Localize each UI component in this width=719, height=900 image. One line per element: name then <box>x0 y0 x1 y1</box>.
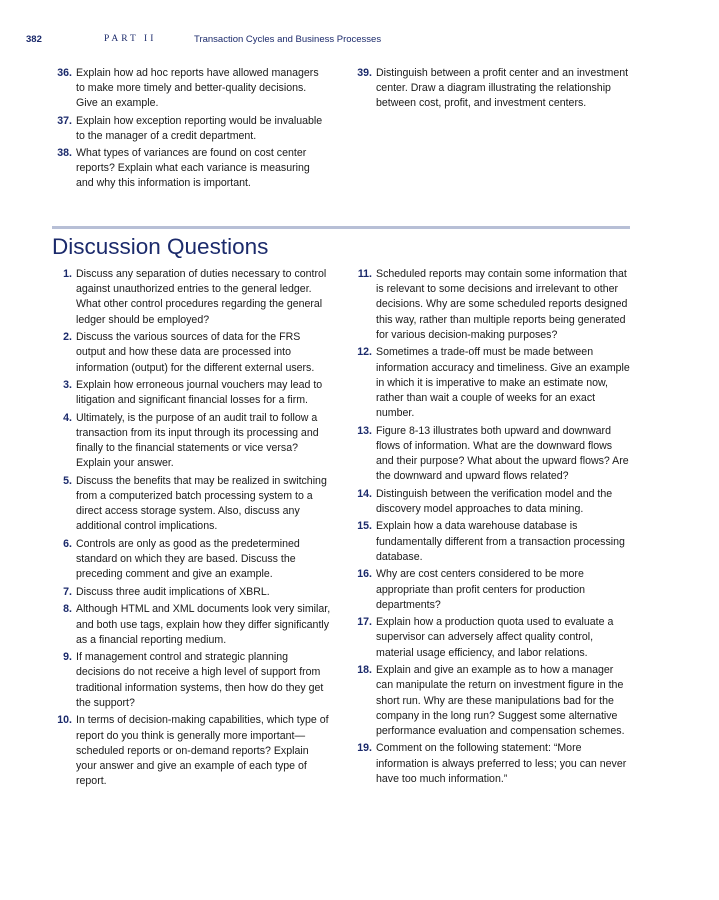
list-item <box>50 330 332 376</box>
question-text: Figure 8-13 illustrates both upward and downward flows of information. What are the downward flows and their purpose? What about the upward flows? Are the downward and upward flows related? <box>376 424 629 483</box>
list-item <box>50 146 326 192</box>
list-item <box>50 602 332 648</box>
question-number: 15. <box>357 520 372 533</box>
list-item <box>350 267 632 343</box>
list-item <box>350 615 632 661</box>
question-number: 17. <box>357 616 372 629</box>
question-number: 7. <box>63 585 72 598</box>
question-text: Comment on the following statement: “More information is always preferred to less; you can never have too much information.” <box>376 742 627 785</box>
question-text: Explain how erroneous journal vouchers may lead to litigation and significant financial losses for a firm. <box>76 379 323 407</box>
page-number: 382 <box>26 34 42 45</box>
section-heading: Discussion Questions <box>52 234 269 259</box>
question-text: What types of variances are found on cost center reports? Explain what each variance is measuring and why this information is important. <box>76 147 310 190</box>
question-text: In terms of decision-making capabilities, which type of report do you think is generally more important—scheduled reports or on-demand reports? Explain your answer and give an example of each type of report. <box>76 714 329 788</box>
question-text: Discuss the various sources of data for the FRS output and how these data are processed into information (output) for the different external users. <box>76 331 315 374</box>
list-item <box>50 114 326 144</box>
question-number: 10. <box>57 714 72 727</box>
list-item <box>50 537 332 583</box>
list-item <box>50 585 332 600</box>
list-item <box>350 663 632 739</box>
question-text: Discuss the benefits that may be realized in switching from a computerized batch processing system to a direct access storage system. Also, discuss any additional control implications. <box>76 474 327 533</box>
question-number: 11. <box>357 268 372 280</box>
list-item <box>50 411 332 472</box>
list-item <box>50 650 332 711</box>
list-item <box>350 519 632 565</box>
list-item <box>50 267 332 328</box>
question-number: 16. <box>357 568 372 581</box>
section-divider <box>52 226 630 229</box>
question-number: 36. <box>57 67 72 79</box>
list-item <box>350 741 632 787</box>
question-text: Sometimes a trade-off must be made between information accuracy and timeliness. Give an example in which it is imperative to make an estimate now, rather than wait a couple of weeks for an exact number. <box>376 346 630 420</box>
list-item <box>50 474 332 535</box>
question-text: Explain how ad hoc reports have allowed managers to make more timely and better-quality decisions. Give an example. <box>76 67 319 110</box>
question-text: Explain how exception reporting would be invaluable to the manager of a credit department. <box>76 114 323 142</box>
question-number: 1. <box>63 268 72 280</box>
question-text: Explain how a data warehouse database is fundamentally different from a transaction processing database. <box>376 520 625 563</box>
question-number: 3. <box>63 379 72 392</box>
question-text: Explain and give an example as to how a manager can manipulate the return on investment figure in the short run. Why are these manipulations bad for the company in the long run? Suggest some alternative performance evaluation and compensation schemes. <box>376 664 625 737</box>
question-text: Although HTML and XML documents look very similar, and both use tags, explain how they differ significantly as a financial reporting medium. <box>76 603 331 646</box>
question-text: Explain how a production quota used to evaluate a supervisor can adversely affect quality control, material usage efficiency, and labor relations. <box>376 616 614 659</box>
question-text: Controls are only as good as the predetermined standard on which they are based. Discuss the preceding comment and give an example. <box>76 537 300 581</box>
list-item <box>50 66 326 112</box>
question-text: Ultimately, is the purpose of an audit trail to follow a transaction from its input through its processing and finally to the financial statements or vice versa? Explain your answer. <box>76 411 319 470</box>
question-number: 37. <box>57 114 72 127</box>
question-number: 9. <box>63 651 72 664</box>
question-text: Discuss three audit implications of XBRL. <box>76 585 270 598</box>
question-number: 38. <box>57 147 72 160</box>
list-item <box>350 66 632 112</box>
review-questions-left <box>50 66 326 194</box>
list-item <box>50 713 332 789</box>
question-text: Distinguish between a profit center and an investment center. Draw a diagram illustrating the relationship between cost, profit, and investment centers. <box>376 67 629 110</box>
running-header <box>26 34 666 50</box>
list-item <box>350 567 632 613</box>
part-label: PART II <box>104 34 157 44</box>
question-number: 5. <box>63 474 72 487</box>
question-number: 8. <box>63 603 72 616</box>
question-text: Scheduled reports may contain some information that is relevant to some decisions and irrelevant to other decisions. Why are some scheduled reports designed this way, rather than multiple reports being generated for various decision-making purposes? <box>376 268 628 341</box>
list-item <box>50 378 332 408</box>
question-number: 13. <box>357 424 372 437</box>
question-text: Discuss any separation of duties necessary to control against unauthorized entries to the general ledger. What other control procedures regarding the general ledger should be employed? <box>76 268 327 326</box>
question-number: 14. <box>357 487 372 500</box>
question-number: 2. <box>63 331 72 344</box>
list-item <box>350 345 632 421</box>
question-number: 39. <box>357 67 372 79</box>
chapter-title: Transaction Cycles and Business Processes <box>194 34 382 45</box>
question-text: Why are cost centers considered to be more appropriate than profit centers for production departments? <box>376 568 586 611</box>
question-number: 18. <box>357 664 372 677</box>
list-item <box>350 424 632 485</box>
review-questions-right <box>350 66 632 112</box>
discussion-questions-left <box>50 267 332 792</box>
question-number: 6. <box>63 537 72 550</box>
question-number: 12. <box>357 346 372 359</box>
question-number: 19. <box>357 742 372 755</box>
list-item <box>350 487 632 517</box>
question-number: 4. <box>63 411 72 424</box>
question-text: If management control and strategic planning decisions do not receive a high level of support from traditional information systems, then how do they get the support? <box>76 651 324 709</box>
question-text: Distinguish between the verification model and the discovery model approaches to data mining. <box>376 487 613 515</box>
discussion-questions-right <box>350 267 632 789</box>
